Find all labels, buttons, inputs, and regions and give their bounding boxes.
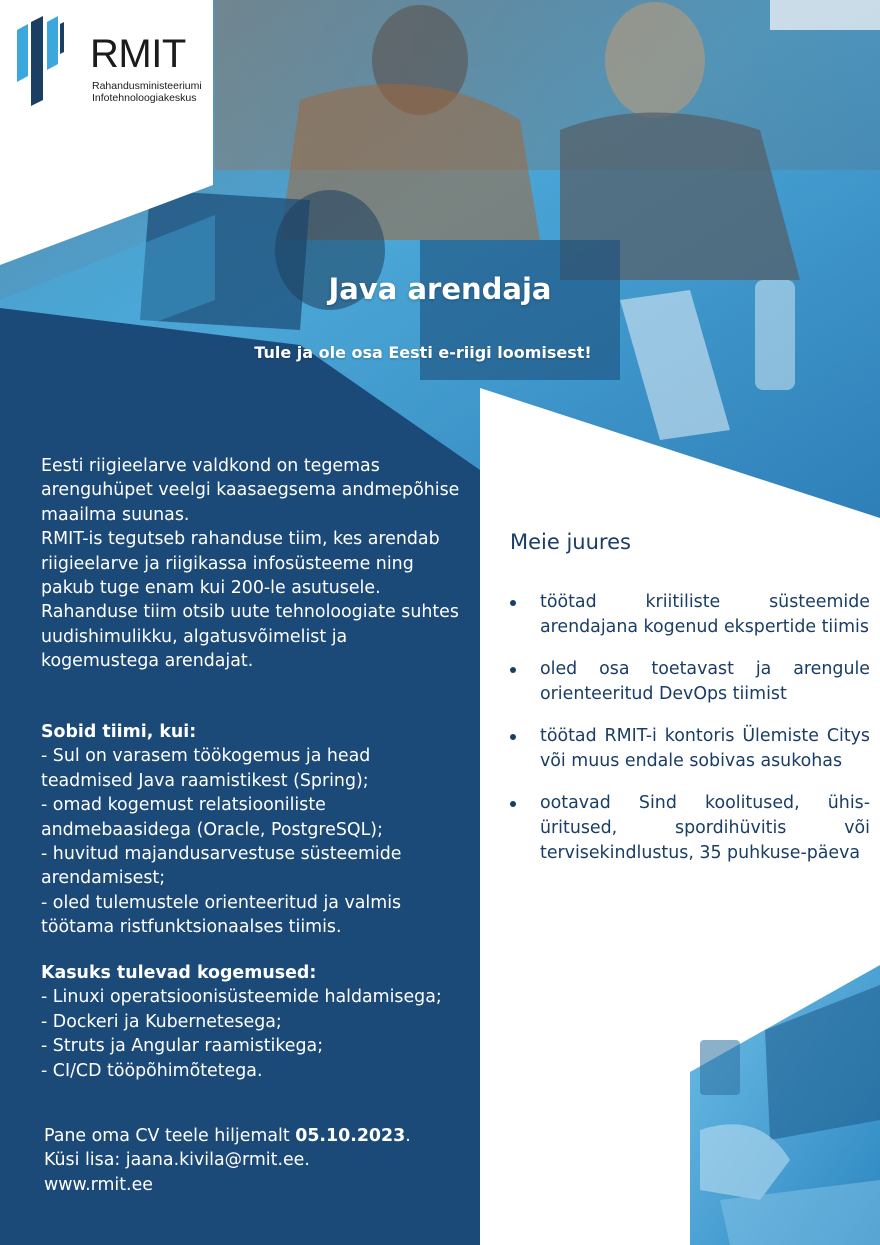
- contact-email[interactable]: Küsi lisa: jaana.kivila@rmit.ee.: [44, 1150, 310, 1171]
- logo-wordmark: RMIT: [90, 32, 186, 76]
- logo-subtitle-line1: Rahandusministeeriumi: [92, 80, 202, 92]
- bonus-item: - Dockeri ja Kubernetesega;: [41, 1011, 282, 1032]
- logo-subtitle-line2: Infotehnoloogiakeskus: [92, 92, 197, 104]
- job-title: Java arendaja: [328, 272, 552, 306]
- requirement-item: - huvitud majandusarvestuse süsteemide arendamisest;: [41, 844, 402, 889]
- job-tagline: Tule ja ole osa Eesti e-riigi loomisest!: [254, 343, 592, 362]
- intro-paragraph-1: Eesti riigieelarve valdkond on tegemas arenguhüpet veelgi kaasaegsema andmepõhise maailma suunas.: [41, 456, 460, 525]
- deadline-suffix: .: [405, 1126, 411, 1146]
- logo-subtitle: [92, 80, 202, 104]
- bonus-heading: Kasuks tulevad kogemused:: [41, 963, 317, 983]
- benefit-item: töötad kriitiliste süsteemide arendajana kogenud ekspertide tiimis: [510, 590, 870, 640]
- intro-text: [41, 454, 461, 674]
- bonus-item: - CI/CD tööpõhimõtetega.: [41, 1060, 263, 1081]
- requirement-item: - omad kogemust relatsiooniliste andmebaasidega (Oracle, PostgreSQL);: [41, 795, 383, 840]
- rmit-logo: [14, 14, 214, 114]
- benefit-item: ootavad Sind koolitused, ühis-üritused, spordihüvitis või tervisekindlustus, 35 puhkuse-päeva: [510, 791, 870, 866]
- bonus-item: - Linuxi operatsioonisüsteemide haldamisega;: [41, 987, 442, 1008]
- intro-paragraph-2: RMIT-is tegutseb rahanduse tiim, kes arendab riigieelarve ja riigikassa infosüsteeme ning pakub tuge enam kui 200-le asutusele. Rahanduse tiim otsib uute tehnoloogiate suhtes uudishimulikku, algatusvõimelist ja kogemustega arendajat.: [41, 529, 459, 672]
- benefits-list: [510, 590, 870, 866]
- requirement-item: - Sul on varasem töökogemus ja head teadmised Java raamistikest (Spring);: [41, 746, 371, 791]
- website-link[interactable]: www.rmit.ee: [44, 1174, 153, 1195]
- rmit-logo-mark: [14, 14, 76, 106]
- bonus-item: - Struts ja Angular raamistikega;: [41, 1036, 324, 1057]
- deadline-line: [44, 1124, 411, 1148]
- bonus-section: [41, 961, 442, 1083]
- benefit-item: oled osa toetavast ja arengule orienteeritud DevOps tiimist: [510, 657, 870, 707]
- deadline-date: 05.10.2023: [295, 1126, 406, 1146]
- contact-info: [44, 1124, 411, 1197]
- requirement-item: - oled tulemustele orienteeritud ja valmis töötama ristfunktsionaalses tiimis.: [41, 892, 402, 938]
- deadline-prefix: Pane oma CV teele hiljemalt: [44, 1126, 296, 1146]
- benefits-heading: Meie juures: [510, 530, 631, 554]
- job-description: [41, 454, 461, 1195]
- requirements-heading: Sobid tiimi, kui:: [41, 722, 197, 742]
- benefits-section: [510, 530, 870, 883]
- requirements-section: [41, 720, 461, 940]
- benefit-item: töötad RMIT-i kontoris Ülemiste Citys või muus endale sobivas asukohas: [510, 724, 870, 774]
